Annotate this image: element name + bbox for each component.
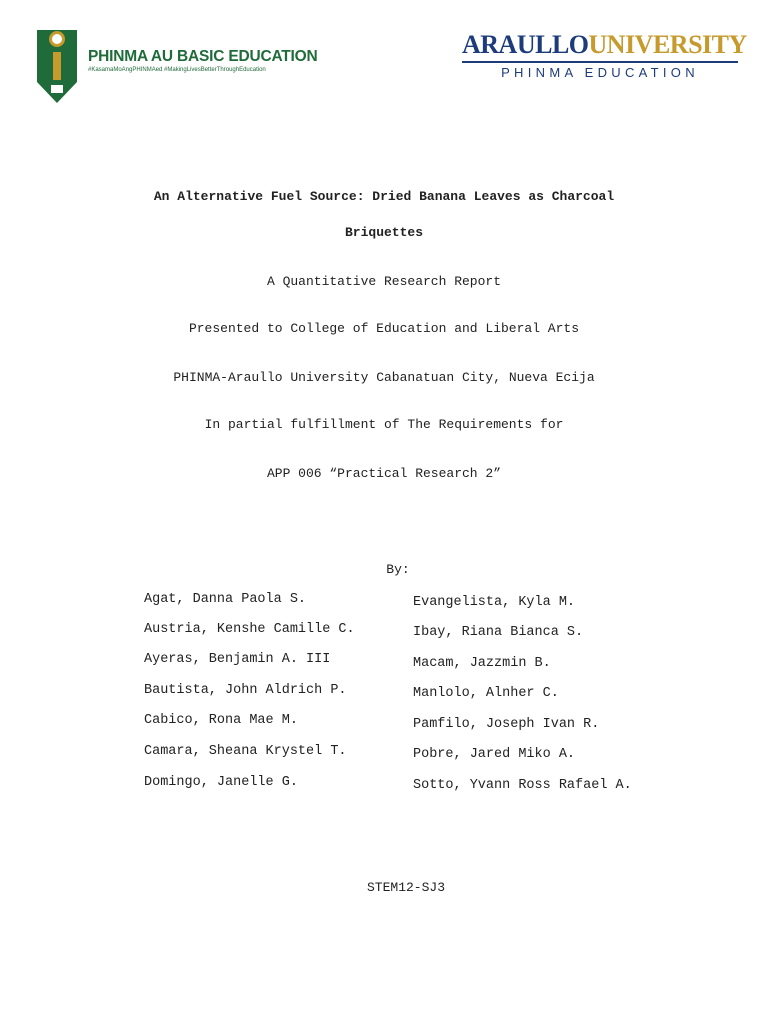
left-logo-brand: PHINMA AU BASIC EDUCATION — [88, 48, 318, 65]
author-name: Bautista, John Aldrich P. — [144, 683, 347, 698]
author-name: Camara, Sheana Krystel T. — [144, 744, 347, 759]
araullo-university-logo — [458, 30, 747, 86]
author-name: Evangelista, Kyla M. — [413, 595, 576, 610]
title-line-2: Briquettes — [344, 225, 423, 240]
author-name: Agat, Danna Paola S. — [144, 592, 307, 607]
author-name: Domingo, Janelle G. — [144, 775, 298, 790]
fulfillment-statement: In partial fulfillment of The Requirements for — [204, 417, 564, 432]
university-name — [462, 30, 747, 60]
university-name-part1: ARAULLO — [462, 30, 589, 59]
author-name: Austria, Kenshe Camille C. — [144, 622, 355, 637]
author-name: Cabico, Rona Mae M. — [144, 713, 298, 728]
school-shield-icon — [36, 24, 78, 104]
institution: PHINMA-Araullo University Cabanatuan City, Nueva Ecija — [173, 370, 595, 385]
by-label: By: — [386, 562, 410, 577]
university-subtitle: PHINMA EDUCATION — [501, 65, 699, 80]
author-name: Ayeras, Benjamin A. III — [144, 652, 331, 667]
report-type: A Quantitative Research Report — [266, 274, 502, 289]
author-name: Macam, Jazzmin B. — [413, 656, 551, 671]
author-name: Pobre, Jared Miko A. — [413, 747, 576, 762]
logo-divider — [462, 61, 738, 63]
title-line-1: An Alternative Fuel Source: Dried Banana Leaves as Charcoal — [153, 189, 615, 204]
author-name: Sotto, Yvann Ross Rafael A. — [413, 778, 632, 793]
course: APP 006 “Practical Research 2” — [266, 466, 502, 481]
phinma-au-basic-education-logo — [36, 24, 318, 104]
section-label: STEM12-SJ3 — [366, 880, 445, 895]
author-name: Manlolo, Alnher C. — [413, 686, 559, 701]
author-name: Ibay, Riana Bianca S. — [413, 625, 584, 640]
left-logo-tagline: #KasamaMoAngPHINMAed #MakingLivesBetterThroughEducation — [88, 67, 266, 73]
university-name-part2: UNIVERSITY — [588, 30, 747, 59]
presented-to: Presented to College of Education and Liberal Arts — [188, 321, 580, 336]
author-name: Pamfilo, Joseph Ivan R. — [413, 717, 600, 732]
